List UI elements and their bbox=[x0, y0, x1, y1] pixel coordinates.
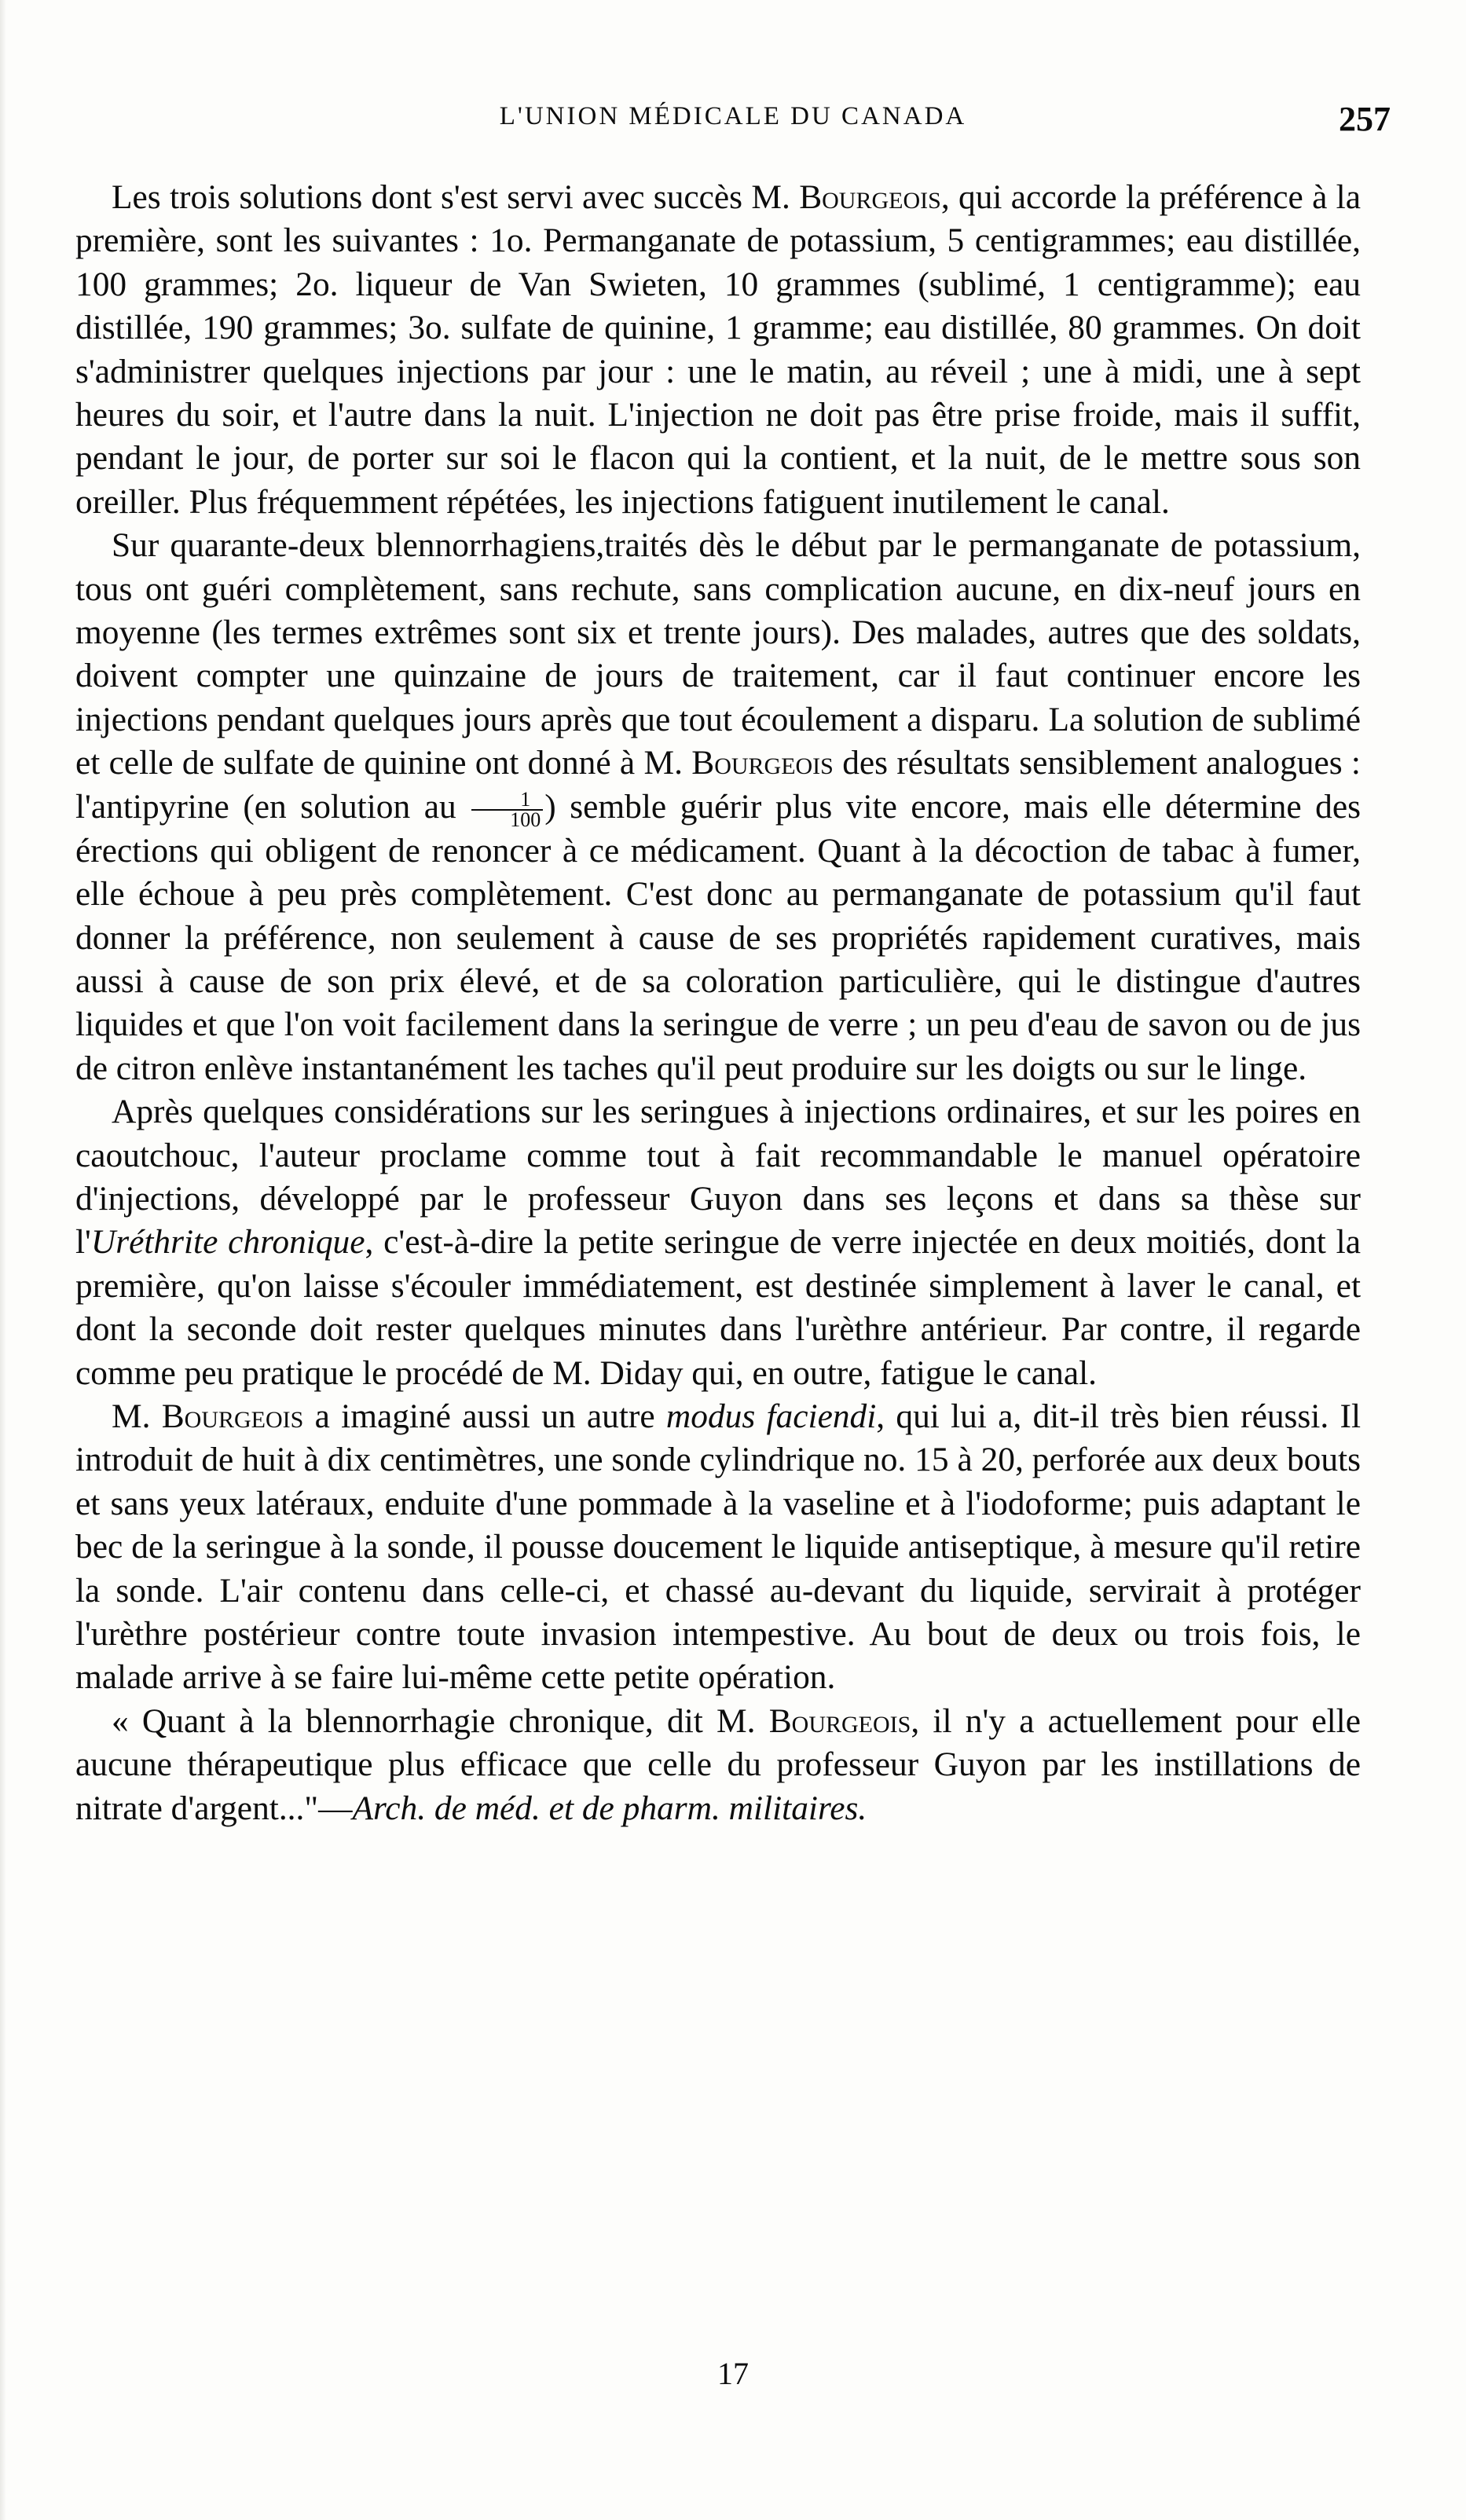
paragraph-text: Les trois solutions dont s'est servi avec succès M. bbox=[112, 178, 800, 216]
paragraph-text: M. bbox=[112, 1397, 162, 1436]
paragraph-modus-faciendi bbox=[75, 1395, 1361, 1700]
paragraph-text: a imaginé aussi un autre bbox=[303, 1397, 666, 1436]
author-name: Bourgeois bbox=[799, 178, 941, 216]
paragraph-text: , qui accorde la préférence à la première, sont les suivantes : 1o. Permanganate de potassium, 5 centigrammes; eau distillée, 100 grammes; 2o. liqueur de Van Swieten, 10 grammes (sublimé, 1 centigramme); eau distillée, 190 grammes; 3o. sulfate de quinine, 1 gramme; eau distillée, 80 grammes. On doit s'administrer quelques injections par jour : une le matin, au réveil ; une à midi, une à sept heures du soir, et l'autre dans la nuit. L'injection ne doit pas être prise froide, mais il suffit, pendant le jour, de porter sur soi le flacon qui la contient, et la nuit, de le mettre sous son oreiller. Plus fréquemment répétées, les injections fatiguent inutilement le canal. bbox=[75, 178, 1361, 521]
italic-phrase: modus faciendi bbox=[665, 1397, 877, 1436]
page-number: 257 bbox=[1339, 100, 1391, 138]
page-header bbox=[75, 99, 1391, 146]
paragraph-text: « Quant à la blennorrhagie chronique, dit M. bbox=[112, 1701, 769, 1740]
signature-folio: 17 bbox=[717, 2356, 749, 2391]
page-edge-shadow bbox=[0, 0, 6, 2520]
paragraph-solutions bbox=[75, 176, 1361, 524]
fraction-denominator: 100 bbox=[510, 808, 541, 831]
paragraph-text: ) semble guérir plus vite encore, mais elle détermine des érections qui obligent de renoncer à ce médicament. Quant à la décoction de tabac à fumer, elle échoue à peu près complètement. C'est donc au permanganate de potassium qu'il faut donner la préférence, non seulement à cause de ses propriétés rapidement curatives, mais aussi à cause de son prix élevé, et de sa coloration particulière, qui le distingue d'autres liquides et que l'on voit facilement dans la seringue de verre ; un peu d'eau de savon ou de jus de citron enlève instantanément les taches qu'il peut produire sur les doigts ou sur le linge. bbox=[75, 787, 1361, 1087]
running-title: L'UNION MÉDICALE DU CANADA bbox=[499, 102, 967, 130]
paragraph-text: Sur quarante-deux blennorrhagiens,traités dès le début par le permanganate de potassium, tous ont guéri complètement, sans rechute, sans complication aucune, en dix-neuf jours en moyenne (les termes extrêmes sont six et trente jours). Des malades, autres que des soldats, doivent compter une quinzaine de jours de traitement, car il faut continuer encore les injections pendant quelques jours après que tout écoulement a disparu. La solution de sublimé et celle de sulfate de quinine ont donné à M. bbox=[75, 526, 1361, 782]
author-name: Bourgeois bbox=[691, 744, 834, 782]
author-name: Bourgeois bbox=[768, 1701, 911, 1740]
paragraph-text: , c'est-à-dire la petite seringue de verre injectée en deux moitiés, dont la première, qu'on laisse s'écouler immédiatement, est destinée simplement à laver le canal, et dont la seconde doit rester quelques minutes dans l'urèthre antérieur. Par contre, il regarde comme peu pratique le procédé de M. Diday qui, en outre, fatigue le canal. bbox=[75, 1223, 1361, 1392]
paragraph-technique bbox=[75, 1090, 1361, 1395]
paragraph-text: , qui lui a, dit-il très bien réussi. Il introduit de huit à dix centimètres, une sonde cylindrique no. 15 à 20, perforée aux deux bouts et sans yeux latéraux, enduite d'une pommade à la vaseline et à l'iodoforme; puis adaptant le bec de la seringue à la sonde, il pousse doucement le liquide antiseptique, à mesure qu'il retire la sonde. L'air contenu dans celle-ci, et chassé au-devant du liquide, servirait à protéger l'urèthre postérieur contre toute invasion intempestive. Au bout de deux ou trois fois, le malade arrive à se faire lui-même cette petite opération. bbox=[75, 1397, 1361, 1697]
fraction-numerator: 1 bbox=[471, 790, 543, 811]
paragraph-results bbox=[75, 524, 1361, 1090]
italic-title: Uréthrite chronique bbox=[90, 1223, 365, 1262]
article-body bbox=[75, 176, 1361, 1830]
paragraph-quote bbox=[75, 1700, 1361, 1830]
author-name: Bourgeois bbox=[161, 1397, 304, 1436]
fraction bbox=[471, 787, 543, 831]
paragraph-text: , il n'y a actuellement pour elle aucune thérapeutique plus efficace que celle du professeur Guyon par les instillations de nitrate d'argent..."— bbox=[75, 1701, 1361, 1827]
paragraph-text: Après quelques considérations sur les seringues à injections ordinaires, et sur les poires en caoutchouc, l'auteur proclame comme tout à fait recommandable le manuel opératoire d'injections, développé par le professeur Guyon dans ses leçons et dans sa thèse sur l' bbox=[75, 1093, 1361, 1262]
citation-source: Arch. de méd. et de pharm. militaires. bbox=[352, 1789, 867, 1827]
paragraph-text: des résultats sensiblement analogues : l'antipyrine (en solution au bbox=[75, 744, 1361, 826]
